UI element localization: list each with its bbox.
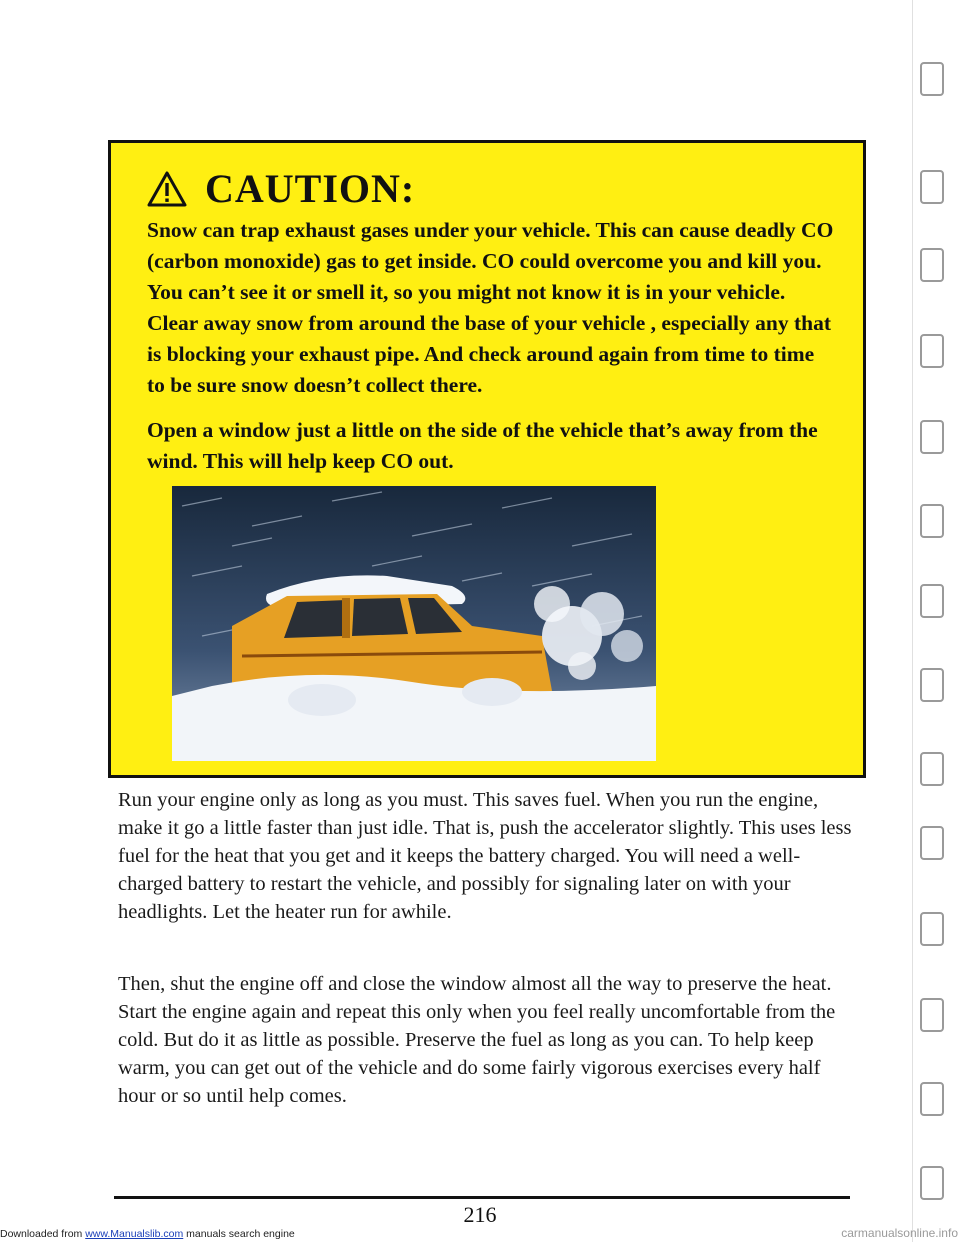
car-in-snowstorm-illustration <box>172 486 656 761</box>
binder-ring-icon <box>920 912 944 946</box>
warning-triangle-icon <box>147 171 187 207</box>
binder-ring-icon <box>920 668 944 702</box>
manualslib-link[interactable]: www.Manualslib.com <box>85 1228 184 1240</box>
binder-ring-icon <box>920 584 944 618</box>
body-paragraph: Run your engine only as long as you must. This saves fuel. When you run the engine, make it go a little faster than just idle. That is, push the accelerator slightly. This uses less fuel for the heat that you get and it keeps the battery charged. You will need a well-charged battery to restart the vehicle, and possibly for signaling later on with your headlights. Let the heater run for awhile. <box>118 789 852 923</box>
page-number: 216 <box>463 1202 497 1227</box>
binder-ring-icon <box>920 248 944 282</box>
footer-rule <box>114 1196 850 1199</box>
watermark-text: carmanualsonline.info <box>841 1226 958 1240</box>
binder-ring-icon <box>920 1082 944 1116</box>
binder-ring-icon <box>920 504 944 538</box>
download-footer <box>0 1228 295 1240</box>
footer-suffix: manuals search engine <box>183 1228 295 1240</box>
caution-paragraph: Snow can trap exhaust gases under your vehicle. This can cause deadly CO (carbon monoxide) gas to get inside. CO could overcome you and kill you. You can’t see it or smell it, so you might not know it is in your vehicle. Clear away snow from around the base of your vehicle , especially any that is blocking your exhaust pipe. And check around again from time to time to be sure snow doesn’t collect there. <box>147 218 834 397</box>
binder-ring-icon <box>920 1166 944 1200</box>
binder-ring-icon <box>920 334 944 368</box>
caution-paragraph: Open a window just a little on the side of the vehicle that’s away from the wind. This will help keep CO out. <box>147 418 818 473</box>
caution-title: CAUTION: <box>205 166 416 211</box>
binder-ring-icon <box>920 752 944 786</box>
binder-ring-icon <box>920 826 944 860</box>
caution-header <box>147 165 415 212</box>
body-paragraph: Then, shut the engine off and close the window almost all the way to preserve the heat. Start the engine again and repeat this only when you feel really uncomfortable from the cold. But do it as little as possible. Preserve the fuel as long as you can. To help keep warm, you can get out of the vehicle and do some fairly vigorous exercises every half hour or so until help comes. <box>118 973 836 1107</box>
binder-ring-icon <box>920 998 944 1032</box>
caution-box <box>108 140 866 778</box>
footer-prefix: Downloaded from <box>0 1228 86 1240</box>
binder-ring-icon <box>920 170 944 204</box>
binder-ring-icon <box>920 420 944 454</box>
binder-ring-icon <box>920 62 944 96</box>
